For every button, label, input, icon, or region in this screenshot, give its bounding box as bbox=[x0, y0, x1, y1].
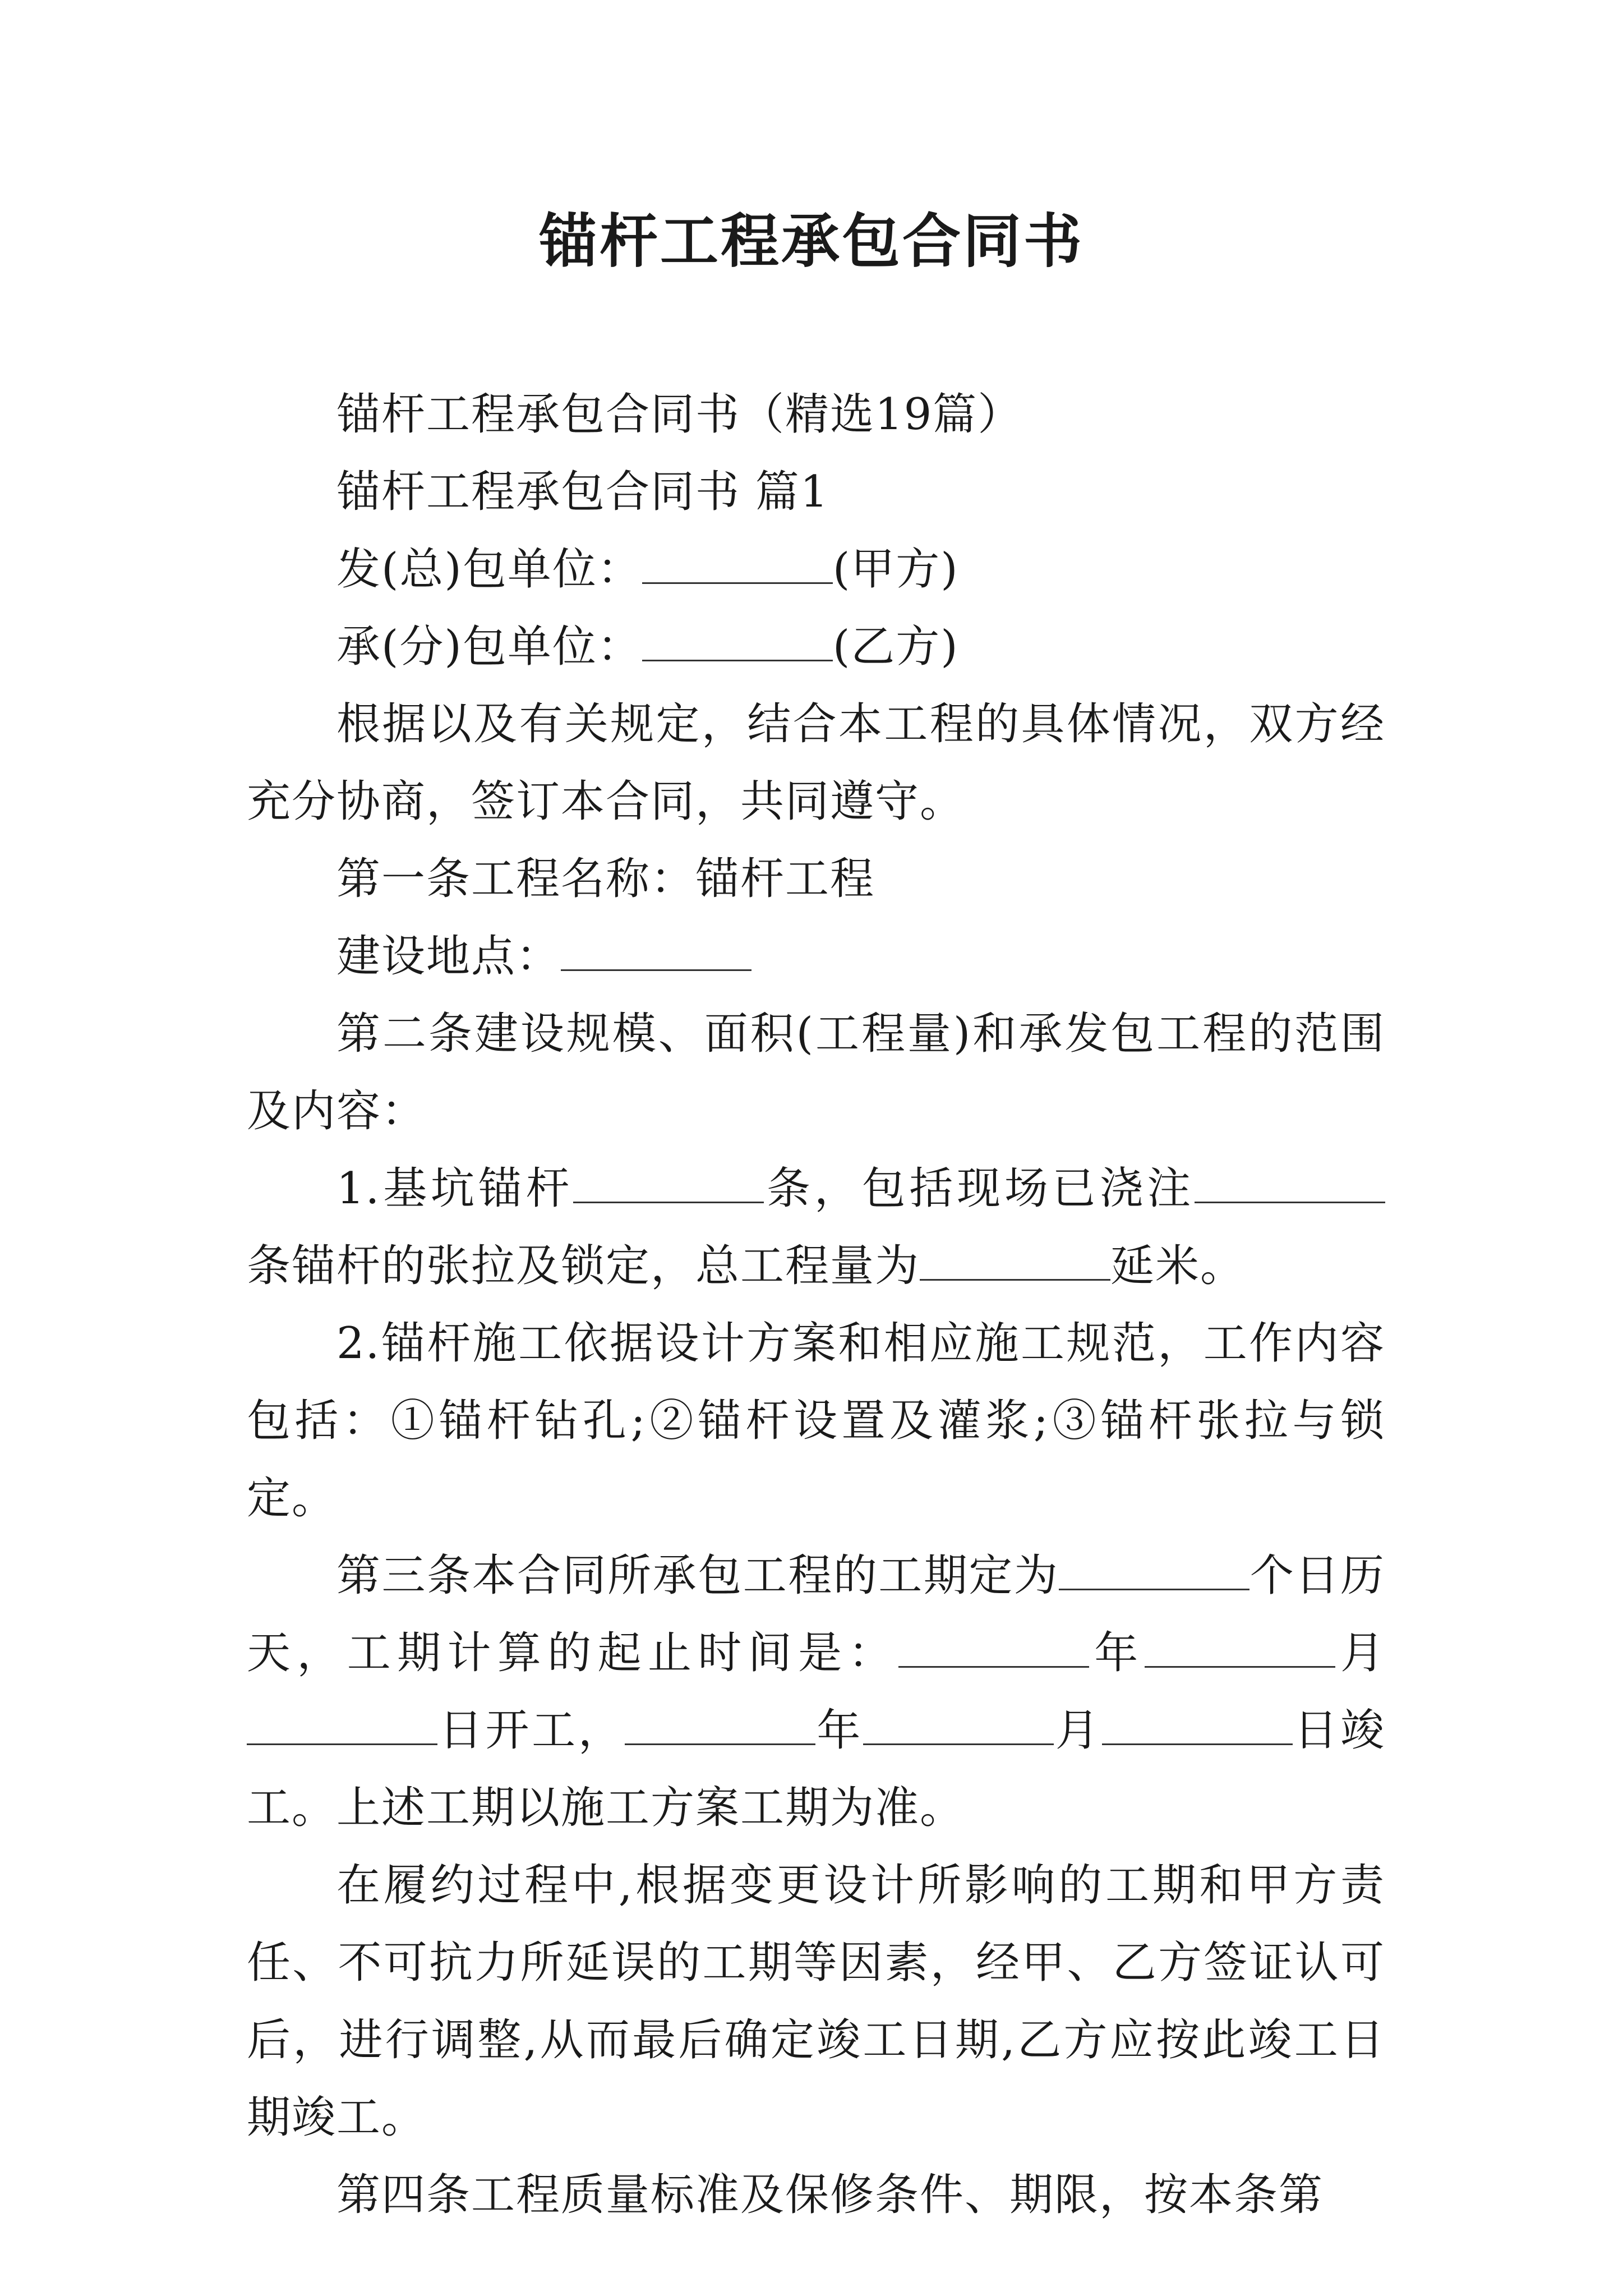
fill-in-blank bbox=[898, 1632, 1089, 1668]
fill-in-blank bbox=[561, 936, 751, 971]
fill-in-blank bbox=[247, 1710, 437, 1745]
paragraph: 第四条工程质量标准及保修条件、期限，按本条第 bbox=[336, 2170, 1324, 2220]
fill-in-blank bbox=[642, 549, 833, 584]
paragraph: 发(总)包单位： (甲方) bbox=[336, 544, 959, 595]
document-title: 锚杆工程承包合同书 bbox=[538, 206, 1084, 275]
fill-in-blank bbox=[625, 1710, 815, 1745]
paragraph: 建设地点： bbox=[247, 918, 1385, 995]
fill-in-blank bbox=[920, 1245, 1110, 1281]
paragraph: 第一条工程名称：锚杆工程 bbox=[336, 854, 875, 904]
paragraph: 承(分)包单位： (乙方) bbox=[336, 622, 959, 672]
paragraph: 在履约过程中,根据变更设计所影响的工期和甲方责任、不可抗力所延误的工期等因素，经甲、乙方签证认可后，进行调整,从而最后确定竣工日期,乙方应按此竣工日期竣工。 bbox=[247, 1860, 1385, 2143]
paragraph: 第二条建设规模、面积(工程量)和承发包工程的范围及内容： bbox=[247, 1009, 1385, 1137]
fill-in-blank bbox=[1145, 1632, 1335, 1668]
paragraph: 2.锚杆施工依据设计方案和相应施工规范，工作内容包括：①锚杆钻孔;②锚杆设置及灌浆;③锚杆张拉与锁定。 bbox=[247, 1318, 1385, 1524]
fill-in-blank bbox=[1195, 1168, 1385, 1203]
fill-in-blank bbox=[1059, 1555, 1249, 1590]
paragraph: 锚杆工程承包合同书（精选19篇） bbox=[336, 389, 1023, 440]
fill-in-blank bbox=[573, 1168, 764, 1203]
document-body bbox=[247, 376, 1385, 2234]
paragraph: 第三条本合同所承包工程的工期定为 个日历天，工期计算的起止时间是： 年 月日开工， 年 月 日竣工。上述工期以施工方案工期为准。 bbox=[247, 1550, 1385, 1833]
paragraph: 1.基坑锚杆 条，包括现场已浇注条锚杆的张拉及锁定，总工程量为 延米。 bbox=[247, 1150, 1385, 1305]
paragraph: 根据以及有关规定，结合本工程的具体情况，双方经充分协商，签订本合同，共同遵守。 bbox=[247, 699, 1385, 827]
fill-in-blank bbox=[1102, 1710, 1293, 1745]
paragraph: 锚杆工程承包合同书 篇1 bbox=[336, 467, 829, 517]
fill-in-blank bbox=[863, 1710, 1054, 1745]
fill-in-blank bbox=[642, 626, 833, 661]
